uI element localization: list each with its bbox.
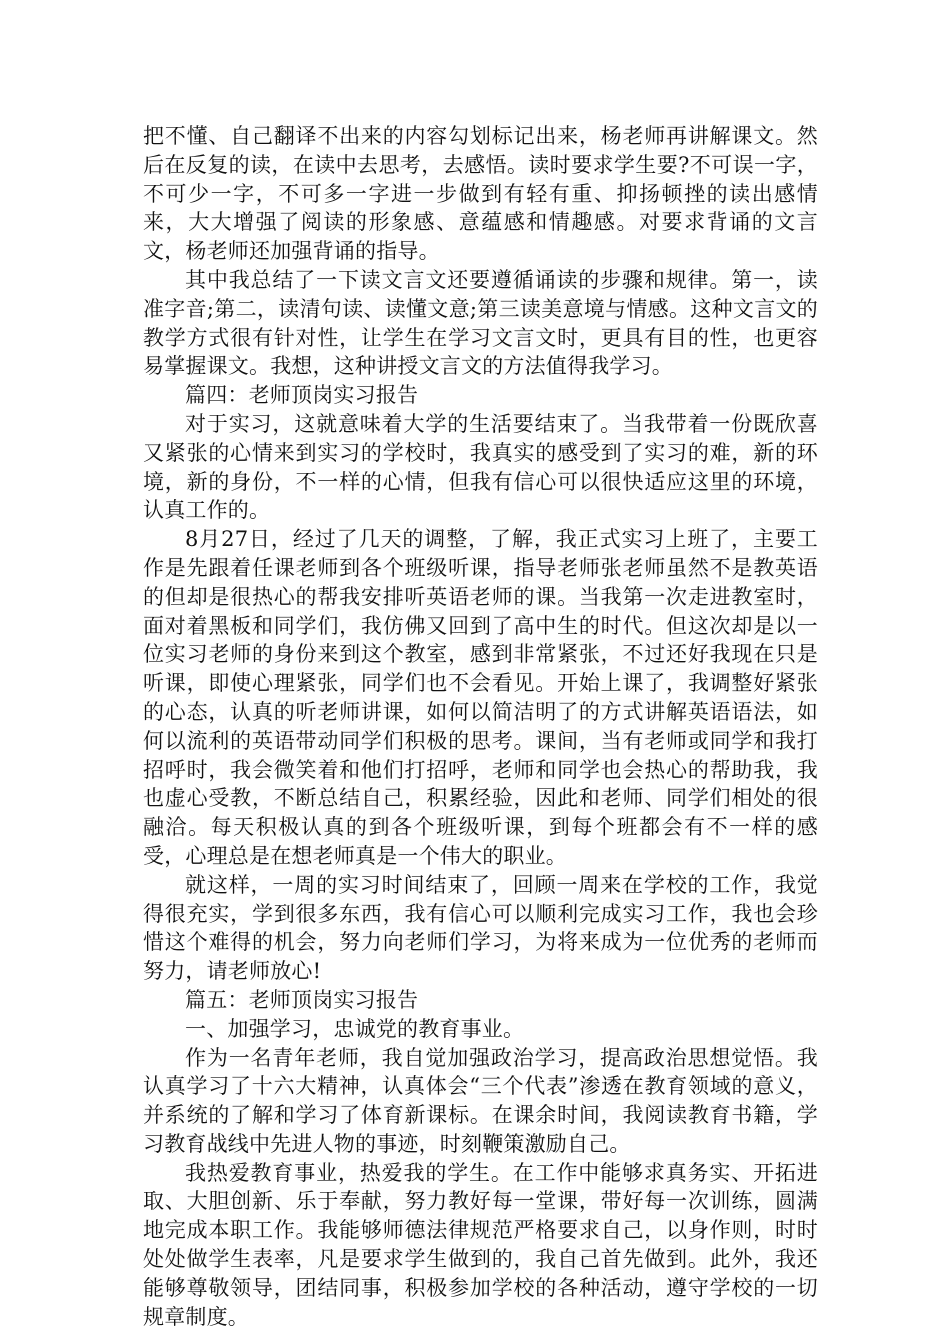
section-heading: 篇五：老师顶岗实习报告: [185, 987, 419, 1012]
paragraph: 对于实习，这就意味着大学的生活要结束了。当我带着一份既欣喜又紧张的心情来到实习的学校时，我真实的感受到了实习的难，新的环境，新的身份，不一样的心情，但我有信心可以很快适应这里的环境，认真工作的。: [143, 411, 818, 523]
document-body: [143, 122, 818, 1331]
sub-heading: 一、加强学习，忠诚党的教育事业。: [185, 1016, 525, 1041]
paragraph: 就这样，一周的实习时间结束了，回顾一周来在学校的工作，我觉得很充实，学到很多东西，我有信心可以顺利完成实习工作，我也会珍惜这个难得的机会，努力向老师们学习，为将来成为一位优秀的老师而努力，请老师放心!: [143, 872, 818, 984]
paragraph: 把不懂、自己翻译不出来的内容勾划标记出来，杨老师再讲解课文。然后在反复的读，在读中去思考，去感悟。读时要求学生要?不可误一字，不可少一字，不可多一字进一步做到有轻有重、抑扬顿挫的读出感情来，大大增强了阅读的形象感、意蕴感和情趣感。对要求背诵的文言文，杨老师还加强背诵的指导。: [143, 124, 818, 264]
paragraph: 我热爱教育事业，热爱我的学生。在工作中能够求真务实、开拓进取、大胆创新、乐于奉献，努力教好每一堂课，带好每一次训练，圆满地完成本职工作。我能够师德法律规范严格要求自己，以身作则，时时处处做学生表率，凡是要求学生做到的，我自己首先做到。此外，我还能够尊敬领导，团结同事，积极参加学校的各种活动，遵守学校的一切规章制度。: [143, 1160, 818, 1329]
paragraph: 作为一名青年老师，我自觉加强政治学习，提高政治思想觉悟。我认真学习了十六大精神，认真体会“三个代表”渗透在教育领域的意义，并系统的了解和学习了体育新课标。在课余时间，我阅读教育书籍，学习教育战线中先进人物的事迹，时刻鞭策激励自己。: [143, 1045, 818, 1156]
paragraph: 其中我总结了一下读文言文还要遵循诵读的步骤和规律。第一，读准字音;第二，读清句读、读懂文意;第三读美意境与情感。这种文言文的教学方式很有针对性，让学生在学习文言文时，更具有目的性，也更容易掌握课文。我想，这种讲授文言文的方法值得我学习。: [143, 267, 818, 379]
paragraph: 8月27日，经过了几天的调整，了解，我正式实习上班了，主要工作是先跟着任课老师到各个班级听课，指导老师张老师虽然不是教英语的但却是很热心的帮我安排听英语老师的课。当我第一次走进教室时，面对着黑板和同学们，我仿佛又回到了高中生的时代。但这次却是以一位实习老师的身份来到这个教室，感到非常紧张，不过还好我现在只是听课，即使心理紧张，同学们也不会看见。开始上课了，我调整好紧张的心态，认真的听老师讲课，如何以简洁明了的方式讲解英语语法，如何以流利的英语带动同学们积极的思考。课间，当有老师或同学和我打招呼时，我会微笑着和他们打招呼，老师和同学也会热心的帮助我，我也虚心受教，不断总结自己，积累经验，因此和老师、同学们相处的很融洽。每天积极认真的到各个班级听课，到每个班都会有不一样的感受，心理总是在想老师真是一个伟大的职业。: [143, 527, 818, 868]
section-heading: 篇四：老师顶岗实习报告: [185, 383, 419, 408]
